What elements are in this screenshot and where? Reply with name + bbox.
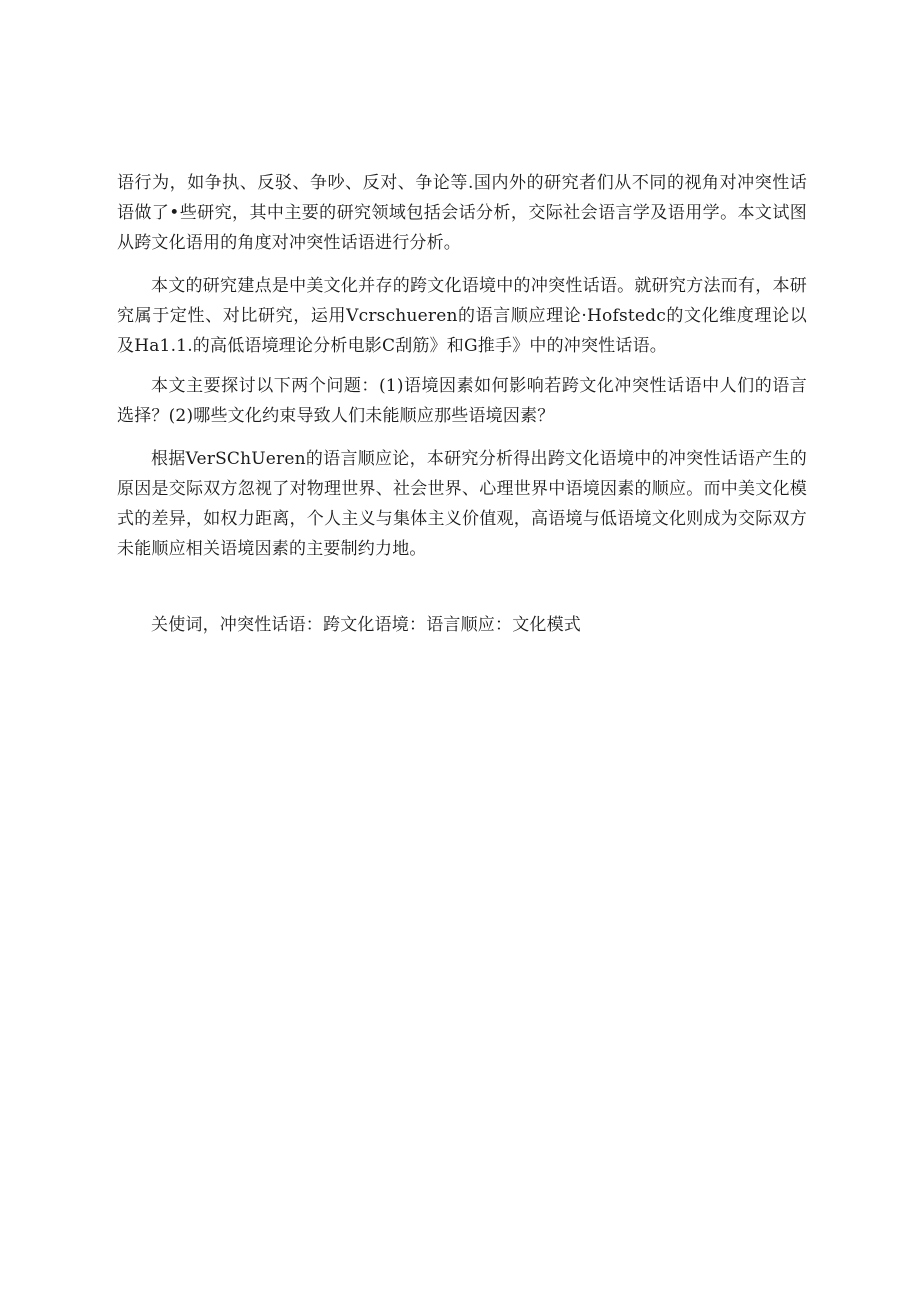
document-body [117,168,807,657]
paragraph-research-questions: 本文主要探讨以下两个问题：(1)语境因素如何影响若跨文化冲突性话语中人们的语言选择？(2)哪些文化约束导致人们未能顺应那些语境因素？ [117,376,807,426]
keywords-line: 关使词，冲突性话语：跨文化语境：语言顺应：文化模式 [151,615,581,635]
paragraph-findings: 根据VerSChUeren的语言顺应论，本研究分析得出跨文化语境中的冲突性话语产生的原因是交际双方忽视了对物理世界、社会世界、心理世界中语境因素的顺应。而中美文化模式的差异，如权力距离，个人主义与集体主义价值观，高语境与低语境文化则成为交际双方未能顺应相关语境因素的主要制约力地。 [117,449,807,559]
paragraph-research-focus: 本文的研究建点是中美文化并存的跨文化语境中的冲突性话语。就研究方法而有，本研究属于定性、对比研究，运用Vcrschueren的语言顺应理论·Hofstedc的文化维度理论以及Ha1.1.的高低语境理论分析电影C刮筋》和G推手》中的冲突性话语。 [117,276,807,356]
paragraph-continuation: 语行为，如争执、反驳、争吵、反对、争论等.国内外的研究者们从不同的视角对冲突性话语做了•些研究，其中主要的研究领域包括会话分析，交际社会语言学及语用学。本文试图从跨文化语用的角度对冲突性话语进行分析。 [117,173,807,253]
